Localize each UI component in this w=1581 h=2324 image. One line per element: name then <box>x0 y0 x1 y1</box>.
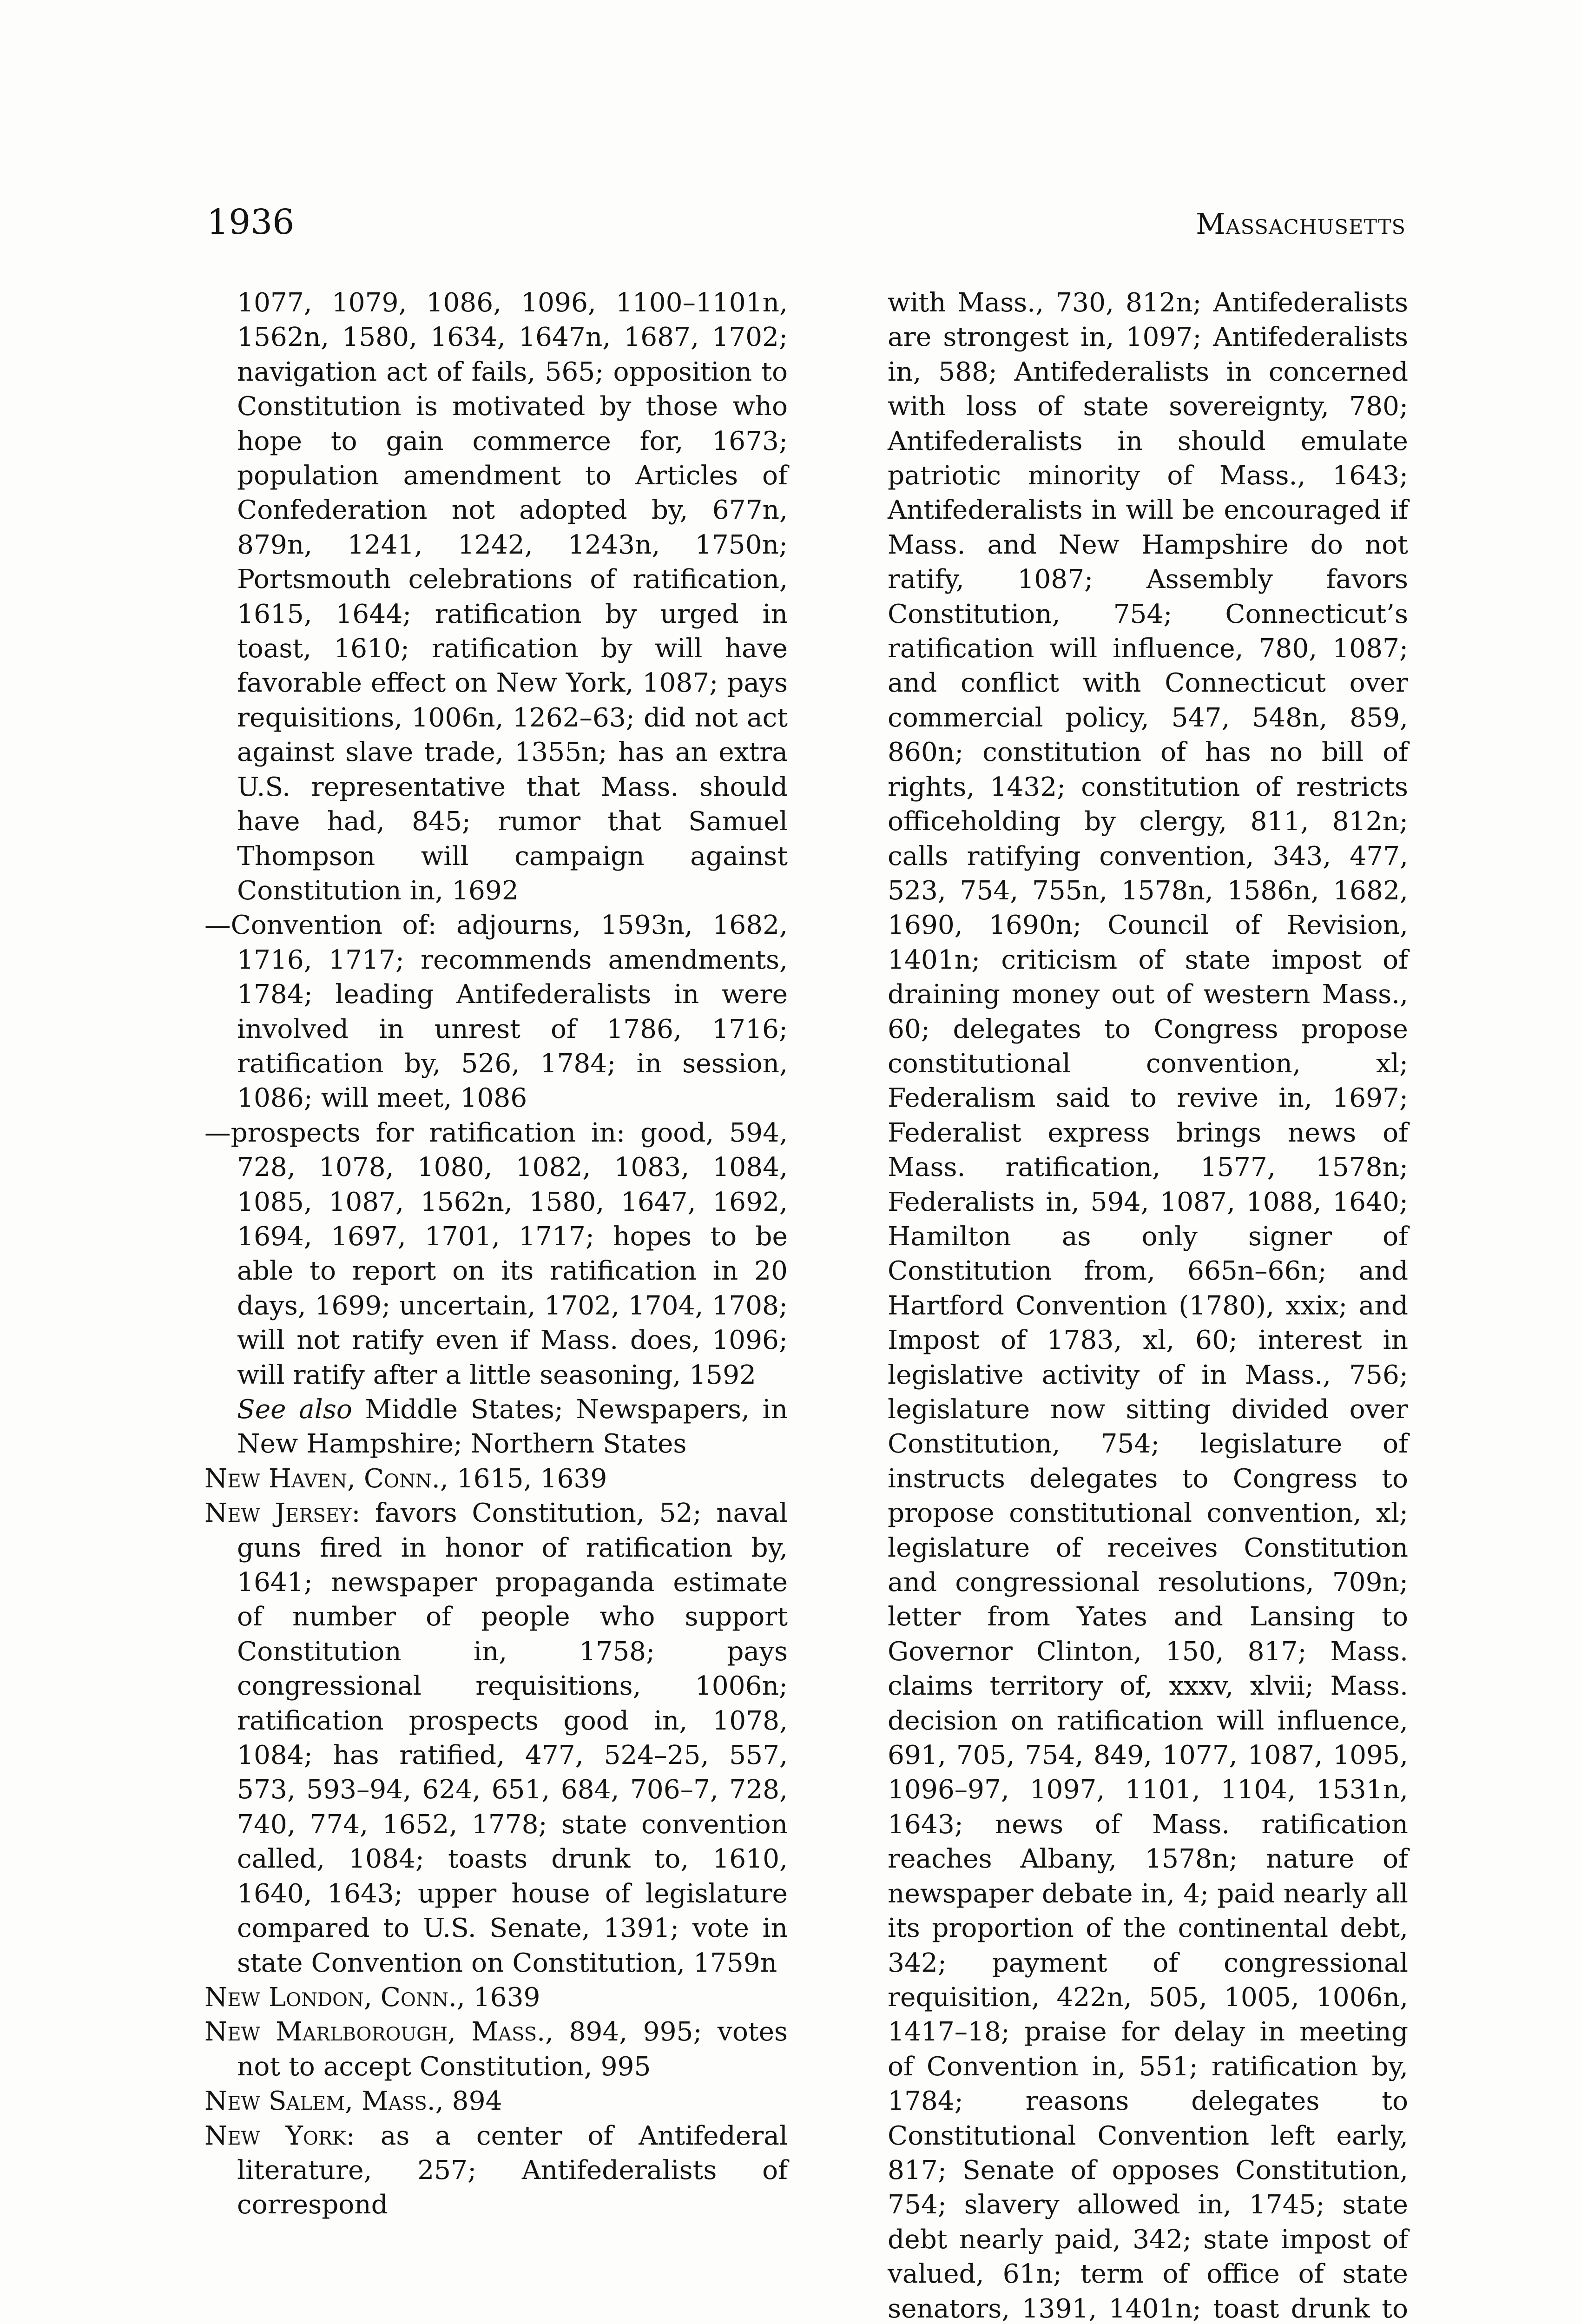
entry-new-york <box>204 2119 788 2223</box>
entry-new-salem <box>204 2084 788 2119</box>
entry-new-london-text: , 1639 <box>456 1982 540 2013</box>
entry-new-marlborough-head: New Marlborough, Mass. <box>204 2017 546 2047</box>
see-also-text: Middle States; Newspapers, in New Hampshire; Northern States <box>237 1394 788 1459</box>
entry-new-salem-text: , 894 <box>435 2086 502 2117</box>
right-column <box>855 286 1408 2324</box>
see-also-entry <box>204 1393 788 1462</box>
entry-new-york-text: : as a center of Antifederal literature, 257; Antifederalists of correspond <box>237 2120 788 2220</box>
entry-new-jersey-text: : favors Constitution, 52; naval guns fired in honor of ratification by, 1641; newspaper propaganda estimate of number of people who support Constitution in, 1758; pays congressional requisitions, 1006n; ratification prospects good in, 1078, 1084; has ratified, 477, 524–25, 557, 573, 593–94, 624, 651, 684, 706–7, 728, 740, 774, 1652, 1778; state convention called, 1084; toasts drunk to, 1610, 1640, 1643; upper house of legislature compared to U.S. Senate, 1391; vote in state Convention on Constitution, 1759n <box>237 1498 788 1978</box>
entry-new-haven-head: New Haven, Conn. <box>204 1463 440 1494</box>
subentry-convention: —Convention of: adjourns, 1593n, 1682, 1716, 1717; recommends amendments, 1784; leading Antifederalists in were involved in unrest of 1786, 1716; ratification by, 526, 1784; in session, 1086; will meet, 1086 <box>204 910 788 1114</box>
entry-new-london-head: New London, Conn. <box>204 1982 457 2013</box>
new-hampshire-continuation: 1077, 1079, 1086, 1096, 1100–1101n, 1562n, 1580, 1634, 1647n, 1687, 1702; navigation act of fails, 565; opposition to Constitution is motivated by those who hope to gain commerce for, 1673; population amendment to Articles of Confederation not adopted by, 677n, 879n, 1241, 1242, 1243n, 1750n; Portsmouth celebrations of ratification, 1615, 1644; ratification by urged in toast, 1610; ratification by will have favorable effect on New York, 1087; pays requisitions, 1006n, 1262–63; did not act against slave trade, 1355n; has an extra U.S. representative that Mass. should have had, 845; rumor that Samuel Thompson will campaign against Constitution in, 1692 <box>237 288 788 906</box>
entry-new-jersey-head: New Jersey <box>204 1498 352 1529</box>
entry-new-london <box>204 1981 788 2015</box>
subentry-prospects: —prospects for ratification in: good, 594, 728, 1078, 1080, 1082, 1083, 1084, 1085, 1087, 1562n, 1580, 1647, 1692, 1694, 1697, 1701, 1717; hopes to be able to report on its ratification in 20 days, 1699; uncertain, 1702, 1704, 1708; will not ratify even if Mass. does, 1096; will ratify after a little seasoning, 1592 <box>204 1117 788 1390</box>
new-york-continuation: with Mass., 730, 812n; Antifederalists are strongest in, 1097; Antifederalists in, 588; Antifederalists in concerned with loss of state sovereignty, 780; Antifederalists in should emulate patriotic minority of Mass., 1643; Antifederalists in will be encouraged if Mass. and New Hampshire do not ratify, 1087; Assembly favors Constitution, 754; Connecticut’s ratification will influence, 780, 1087; and conflict with Connecticut over commercial policy, 547, 548n, 859, 860n; constitution of has no bill of rights, 1432; constitution of restricts officeholding by clergy, 811, 812n; calls ratifying convention, 343, 477, 523, 754, 755n, 1578n, 1586n, 1682, 1690, 1690n; Council of Revision, 1401n; criticism of state impost of draining money out of western Mass., 60; delegates to Congress propose constitutional convention, xl; Federalism said to revive in, 1697; Federalist express brings news of Mass. ratification, 1577, 1578n; Federalists in, 594, 1087, 1088, 1640; Hamilton as only signer of Constitution from, 665n–66n; and Hartford Convention (1780), xxix; and Impost of 1783, xl, 60; interest in legislative activity of in Mass., 756; legislature now sitting divided over Constitution, 754; legislature of instructs delegates to Congress to propose constitutional convention, xl; legislature of receives Constitution and congressional resolutions, 709n; letter from Yates and Lansing to Governor Clinton, 150, 817; Mass. claims territory of, xxxv, xlvii; Mass. decision on ratification will influence, 691, 705, 754, 849, 1077, 1087, 1095, 1096–97, 1097, 1101, 1104, 1531n, 1643; news of Mass. ratification reaches Albany, 1578n; nature of newspaper debate in, 4; paid nearly all its proportion of the continental debt, 342; payment of congressional requisition, 422n, 505, 1005, 1006n, 1417–18; praise for delay in meeting of Convention in, 551; ratification by, 1784; reasons delegates to Constitutional Convention left early, 817; Senate of opposes Constitution, 754; slavery allowed in, 1745; state debt nearly paid, 342; state impost of valued, 61n; term of office of state senators, 1391, 1401n; toast drunk to <box>888 288 1408 2324</box>
entry-new-york-head: New York <box>204 2120 346 2151</box>
page-number: 1936 <box>207 202 295 242</box>
left-column <box>204 286 788 2223</box>
entry-new-marlborough-text: , 894, 995; votes not to accept Constitution, 995 <box>237 2017 788 2082</box>
page-header <box>207 200 1406 251</box>
entry-new-marlborough <box>204 2015 788 2084</box>
running-head: Massachusetts <box>1196 207 1406 241</box>
see-also-label: See also <box>237 1394 352 1425</box>
entry-new-salem-head: New Salem, Mass. <box>204 2086 435 2117</box>
entry-new-jersey <box>204 1496 788 1981</box>
entry-new-haven-text: , 1615, 1639 <box>440 1463 607 1494</box>
entry-new-haven <box>204 1462 788 1496</box>
